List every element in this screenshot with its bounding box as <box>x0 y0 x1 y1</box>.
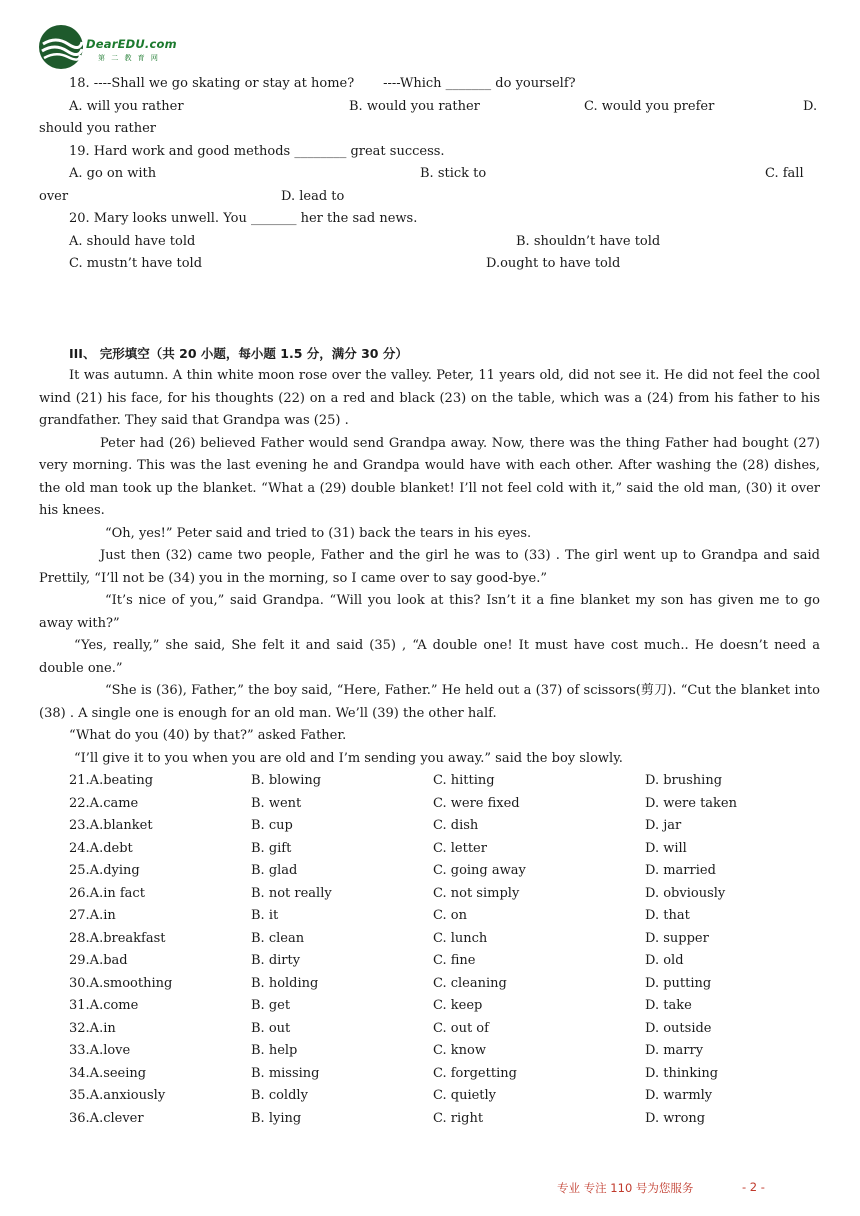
option-cell: 26.A.in fact <box>69 885 145 901</box>
option-cell: 29.A.bad <box>69 953 128 968</box>
option-row <box>69 815 820 838</box>
passage-paragraph-5: “It’s nice of you,” said Grandpa. “Will you look at this? Isn’t it a fine blanket my son has given me to go away with?” <box>39 593 820 631</box>
option-cell: C. lunch <box>433 930 488 946</box>
passage-paragraph-7: “She is (36), Father,” the boy said, “Here, Father.” He held out a (37) of scissors(剪刀). “Cut the blanket into (38) . A single one is enough for an old man. We’ll (39) the other half. <box>39 683 820 721</box>
option-cell: 27.A.in <box>69 908 116 923</box>
passage-paragraph-4: Just then (32) came two people, Father and the girl he was to (33) . The girl went up to Grandpa and said Prettily, “I’ll not be (34) you in the morning, so I came over to say good-bye.” <box>39 548 820 586</box>
option-row <box>69 1108 820 1131</box>
option-row <box>69 883 820 906</box>
q18-option-d: D. <box>803 98 818 114</box>
option-cell: D. putting <box>645 975 712 991</box>
q20-option-d: D.ought to have told <box>486 256 621 271</box>
option-cell: 21.A.beating <box>69 773 154 788</box>
option-cell: 35.A.anxiously <box>69 1088 166 1103</box>
q19-option-a: A. go on with <box>69 166 157 181</box>
option-cell: B. it <box>251 908 279 923</box>
option-cell: D. warmly <box>645 1088 713 1103</box>
option-cell: D. thinking <box>645 1065 719 1081</box>
logo-text: DearEDU.com <box>86 37 177 51</box>
option-cell: D. will <box>645 840 687 856</box>
option-cell: B. out <box>251 1020 291 1036</box>
option-row <box>69 1063 820 1086</box>
passage-paragraph-2: Peter had (26) believed Father would send Grandpa away. Now, there was the thing Father had bought (27) very morning. This was the last evening he and Grandpa would have with each other. After washing the (28) dishes, the old man took up the blanket. “What a (29) double blanket! I’ll not feel cold with it,” said the old man, (30) it over his knees. <box>39 435 820 518</box>
option-cell: B. help <box>251 1043 298 1058</box>
question-19-stem: 19. Hard work and good methods ________ great success. <box>69 143 445 159</box>
passage-paragraph-6: “Yes, really,” she said, She felt it and said (35) , “A double one! It must have cost much.. He doesn’t need a double one.” <box>39 638 820 676</box>
option-row <box>69 770 820 793</box>
option-cell: B. went <box>251 795 302 811</box>
option-cell: B. not really <box>251 885 332 901</box>
option-cell: C. dish <box>433 818 479 833</box>
option-cell: C. letter <box>433 840 487 856</box>
option-cell: C. quietly <box>433 1088 497 1103</box>
document-body <box>39 73 820 1130</box>
question-19-options <box>39 163 820 186</box>
option-cell: 36.A.clever <box>69 1110 144 1126</box>
option-cell: C. forgetting <box>433 1065 517 1081</box>
option-cell: D. that <box>645 908 690 923</box>
cloze-options-table <box>39 770 820 1130</box>
section-spacer <box>39 276 820 343</box>
q19-option-d: D. lead to <box>281 188 345 204</box>
option-cell: B. glad <box>251 863 298 878</box>
question-18-stem: 18. ----Shall we go skating or stay at home? ----Which _______ do yourself? <box>69 76 576 91</box>
option-cell: C. hitting <box>433 773 495 788</box>
option-row <box>69 950 820 973</box>
q18-option-c: C. would you prefer <box>584 98 715 114</box>
option-cell: D. outside <box>645 1020 712 1036</box>
option-row <box>69 995 820 1018</box>
option-cell: B. holding <box>251 975 319 991</box>
option-row <box>69 1085 820 1108</box>
option-cell: B. lying <box>251 1110 302 1126</box>
option-cell: D. married <box>645 863 716 878</box>
option-cell: C. not simply <box>433 885 520 901</box>
passage-paragraph-9: “I’ll give it to you when you are old and I’m sending you away.” said the boy slowly. <box>74 750 623 766</box>
option-cell: 22.A.came <box>69 795 139 811</box>
option-cell: C. going away <box>433 863 526 878</box>
option-cell: C. fine <box>433 953 476 968</box>
option-cell: 33.A.love <box>69 1043 131 1058</box>
q18-option-a: A. will you rather <box>69 98 184 114</box>
option-cell: D. were taken <box>645 795 738 811</box>
option-cell: C. on <box>433 908 467 923</box>
option-cell: D. take <box>645 998 692 1013</box>
option-row <box>69 905 820 928</box>
q20-option-b: B. shouldn’t have told <box>516 233 661 249</box>
question-20-options-row-1 <box>39 231 820 254</box>
page-number: - 2 - <box>742 1180 765 1194</box>
passage-paragraph-1: It was autumn. A thin white moon rose over the valley. Peter, 11 years old, did not see it. He did not feel the cool wind (21) his face, for his thoughts (22) on a red and black (23) on the table, which was a (24) from his father to his grandfather. They said that Grandpa was (25) . <box>39 368 820 428</box>
option-row <box>69 793 820 816</box>
option-cell: D. old <box>645 953 684 968</box>
q19-option-c: C. fall <box>765 166 804 181</box>
option-cell: C. were fixed <box>433 795 520 811</box>
q19-option-c-cont-text: over <box>39 188 69 204</box>
question-18-options <box>39 96 820 119</box>
option-cell: B. gift <box>251 840 292 856</box>
option-cell: B. blowing <box>251 773 322 788</box>
q18-option-d-continued: should you rather <box>39 121 156 136</box>
option-cell: 32.A.in <box>69 1020 116 1036</box>
logo-emblem-icon <box>38 22 84 72</box>
option-cell: B. get <box>251 998 291 1013</box>
question-20-stem: 20. Mary looks unwell. You _______ her the sad news. <box>69 211 418 226</box>
site-logo <box>38 22 188 74</box>
option-cell: B. missing <box>251 1065 320 1081</box>
section-3-title: III、 完形填空（共 20 小题，每小题 1.5 分，满分 30 分） <box>69 345 408 361</box>
option-cell: B. coldly <box>251 1088 308 1103</box>
option-cell: D. supper <box>645 930 709 946</box>
q20-option-a: A. should have told <box>69 233 196 249</box>
passage-paragraph-3: “Oh, yes!” Peter said and tried to (31) back the tears in his eyes. <box>105 525 532 541</box>
option-cell: D. marry <box>645 1043 704 1058</box>
option-cell: B. cup <box>251 818 293 833</box>
option-cell: C. know <box>433 1043 486 1058</box>
page-footer <box>557 1180 765 1196</box>
option-cell: 34.A.seeing <box>69 1065 147 1081</box>
option-cell: 28.A.breakfast <box>69 930 166 946</box>
passage-paragraph-8: “What do you (40) by that?” asked Father. <box>69 728 347 743</box>
option-cell: C. cleaning <box>433 975 507 991</box>
option-cell: D. wrong <box>645 1110 706 1126</box>
option-row <box>69 1040 820 1063</box>
q20-option-c: C. mustn’t have told <box>69 256 203 271</box>
q19-option-c-continued <box>39 186 820 209</box>
option-row <box>69 928 820 951</box>
option-row <box>69 973 820 996</box>
option-cell: B. dirty <box>251 953 301 968</box>
option-row <box>69 838 820 861</box>
logo-subtext: 第 二 教 育 网 <box>98 54 160 62</box>
option-cell: B. clean <box>251 930 305 946</box>
option-cell: 30.A.smoothing <box>69 975 173 991</box>
option-row <box>69 1018 820 1041</box>
option-cell: 25.A.dying <box>69 863 140 878</box>
option-cell: 23.A.blanket <box>69 818 153 833</box>
option-cell: 24.A.debt <box>69 840 133 856</box>
option-cell: D. obviously <box>645 885 726 901</box>
question-20-options-row-2 <box>39 253 820 276</box>
q18-option-b: B. would you rather <box>349 98 480 114</box>
option-cell: C. keep <box>433 998 483 1013</box>
footer-slogan: 专业 专注 110 号为您服务 <box>557 1181 694 1195</box>
option-cell: D. jar <box>645 818 682 833</box>
option-cell: C. right <box>433 1110 484 1126</box>
option-row <box>69 860 820 883</box>
option-cell: 31.A.come <box>69 998 139 1013</box>
option-cell: D. brushing <box>645 773 723 788</box>
q19-option-b: B. stick to <box>420 166 487 181</box>
option-cell: C. out of <box>433 1020 489 1036</box>
